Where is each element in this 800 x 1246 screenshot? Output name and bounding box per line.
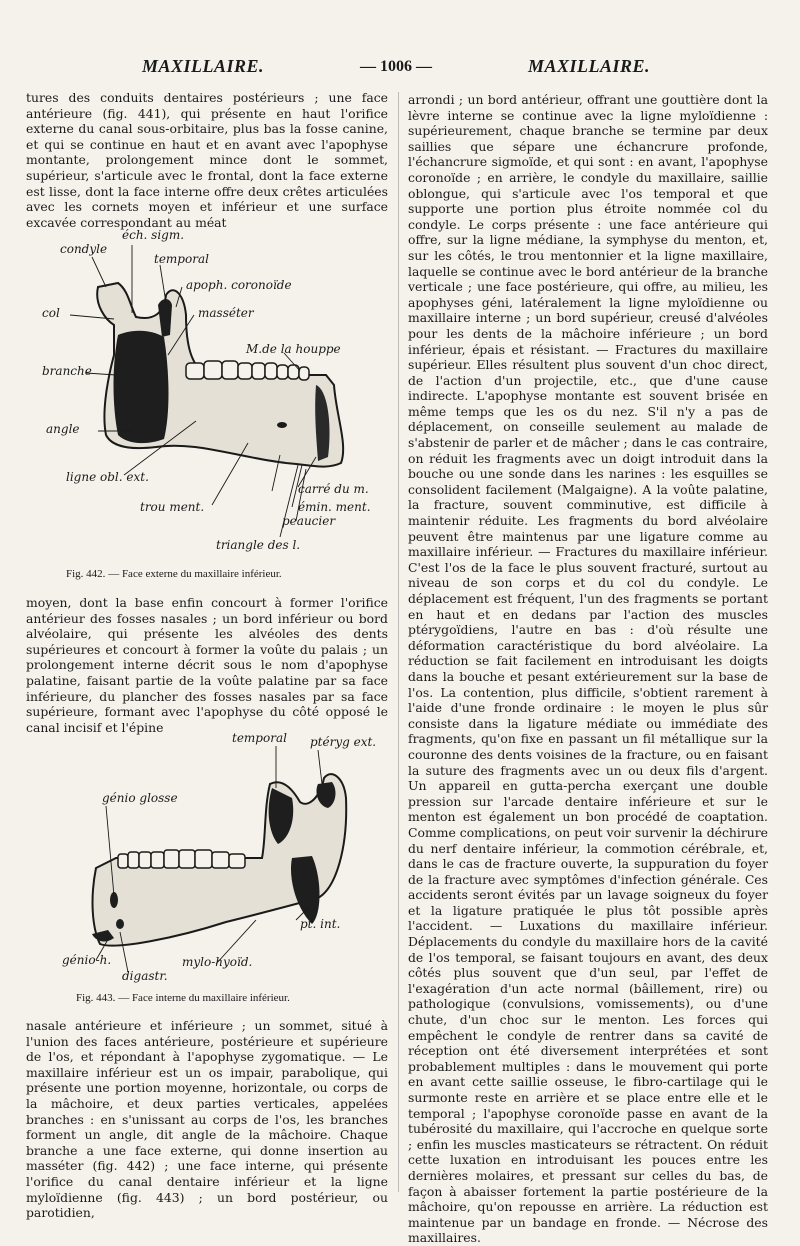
figure-442: [36, 225, 376, 565]
left-column-block-1: [26, 90, 388, 230]
label-genio-glosse: génio glosse: [102, 791, 178, 805]
figure-443-caption-number: Fig. 443.: [76, 992, 116, 1004]
figure-442-caption: [66, 568, 282, 580]
label-carre-ment: carré du m.: [298, 482, 369, 496]
paragraph: nasale antérieure et inférieure ; un sommet, situé à l'union des faces antérieure, postérieure et supérieure de l'os, et répondant à l'apophyse zygomatique. — Le maxillaire inférieur est un os impair, parabolique, qui présente une portion moyenne, horizontale, ou corps de la mâchoire, et deux parties verticales, appelées branches : en s'unissant au corps de l'os, les branches forment un angle, dit angle de la mâchoire. Chaque branche a une face externe, qui donne insertion au masséter (fig. 442) ; une face interne, qui présente l'orifice du canal dentaire inférieur et la ligne myloïdienne (fig. 443) ; un bord postérieur, ou parotidien,: [26, 1018, 388, 1221]
column-divider: [398, 92, 399, 1192]
label-trou-ment: trou ment.: [140, 500, 205, 514]
label-angle: angle: [46, 422, 80, 436]
right-column: [408, 92, 768, 1246]
label-mylo-hyoid: mylo-hyoïd.: [182, 955, 253, 969]
label-temporal: temporal: [154, 252, 209, 266]
label-digastr: digastr.: [122, 969, 168, 983]
label-col: col: [42, 306, 60, 320]
paragraph: moyen, dont la base enfin concourt à former l'orifice antérieur des fosses nasales ; un bord inférieur ou bord alvéolaire, qui présente les alvéoles des dents supérieures et concourt à former la voûte du palais ; un prolongement interne décrit sous le nom d'apophyse palatine, faisant partie de la voûte palatine par sa face inférieure, du plancher des fosses nasales par sa face supérieure, formant avec l'apophyse du côté opposé le canal incisif et l'épine: [26, 595, 388, 735]
label-genio-h: génio-h.: [62, 953, 112, 967]
figure-443: [56, 728, 376, 986]
label-ligne-obl: ligne obl. ext.: [66, 470, 149, 484]
label-m-houppe: M.de la houppe: [246, 342, 341, 356]
left-column-block-2: [26, 595, 388, 735]
mandible-external-illustration: [36, 225, 376, 565]
figure-442-caption-text: — Face externe du maxillaire inférieur.: [108, 568, 282, 580]
page-number: — 1006 —: [360, 58, 432, 75]
page-header: [0, 56, 800, 86]
label-triangle: triangle des l.: [216, 538, 301, 552]
paragraph: arrondi ; un bord antérieur, offrant une gouttière dont la lèvre interne se continue avec la ligne myloïdienne : supérieurement, chaque branche se termine par deux saillies que sépare une échancrure profonde, l'échancrure sigmoïde, et qui sont : en avant, l'apophyse coronoïde ; en arrière, le condyle du maxillaire, saillie oblongue, qui s'articule avec l'os temporal et que supporte une portion plus étroite nommée col du condyle. Le corps présente : une face antérieure qui offre, sur la ligne médiane, la symphyse du menton, et, sur les côtés, le trou mentonnier et la ligne maxillaire, laquelle se continue avec le bord antérieur de la branche verticale ; une face postérieure, qui offre, au milieu, les apophyses géni, latéralement la ligne myloïdienne ou maxillaire interne ; un bord supérieur, creusé d'alvéoles pour les dents de la mâchoire inférieure ; un bord inférieur, épais et résistant. — Fractures du maxillaire supérieur. Elles résultent plus souvent d'un choc direct, de l'action d'un projectile, etc., que d'une cause indirecte. L'apophyse montante est souvent brisée en même temps que les os du nez. S'il n'y a pas de déplacement, on conseille seulement au malade de s'abstenir de parler et de mâcher ; dans le cas contraire, on réduit les fragments avec un doigt introduit dans la bouche ou une sonde dans les narines : les esquilles se consolident facilement (Malgaigne). A la voûte palatine, la fracture, souvent comminutive, est difficile à maintenir réduite. Les fragments du bord alvéolaire peuvent être maintenus par une ligature comme au maxillaire inférieur. — Fractures du maxillaire inférieur. C'est l'os de la face le plus souvent fracturé, surtout au niveau de son corps et du col du condyle. Le déplacement est fréquent, l'un des fragments se portant en haut et en dedans par l'action des muscles ptérygoïdiens, l'autre en bas : d'où résulte une déformation caractéristique du bord alvéolaire. La réduction se fait facilement en introduisant les doigts dans la bouche et pesant extérieurement sur la base de l'os. La contention, plus difficile, s'obtient rarement à l'aide d'une fronde ordinaire : le moyen le plus sûr consiste dans la ligature médiate ou immédiate des fragments, qu'on fixe en passant un fil métallique sur la couronne des dents voisines de la fracture, ou en faisant la suture des fragments avec un ou deux fils d'argent. Un appareil en gutta-percha exerçant une double pression sur l'arcade dentaire inférieure et sur le menton est également un bon procédé de coaptation. Comme complications, on peut voir survenir la déchirure du nerf dentaire inférieur, la commotion cérébrale, et, dans le cas de fracture ouverte, la suppuration du foyer de la fracture avec symptômes d'infection générale. Ces accidents seront évités par un lavage soigneux du foyer et la ligature pratiquée le plus tôt possible après l'accident. — Luxations du maxillaire inférieur. Déplacements du condyle du maxillaire hors de la cavité de l'os temporal, se faisant toujours en avant, des deux côtés plus souvent que d'un seul, par l'effet de l'exagération d'un acte normal (bâillement, rire) ou pathologique (convulsions, vomissements), ou d'une chute, d'un choc sur le menton. Les forces qui empêchent le condyle de rentrer dans sa cavité de réception ont été diversement interprétées et sont probablement multiples : dans le mouvement qui porte en avant cette saillie osseuse, le fibro-cartilage qui le surmonte reste en arrière et se place entre elle et le temporal ; l'apophyse coronoïde passe en avant de la tubérosité du maxillaire, qui l'accroche en quelque sorte ; enfin les muscles masticateurs se rétractent. On réduit cette luxation en introduisant les pouces entre les dernières molaires, et pressant sur celles du bas, de façon à abaisser fortement la partie postérieure de la mâchoire, qu'on repousse en arrière. La réduction est maintenue par un bandage en fronde. — Nécrose des maxillaires.: [408, 92, 768, 1246]
figure-442-caption-number: Fig. 442.: [66, 568, 106, 580]
label-branche: branche: [42, 364, 92, 378]
paragraph: tures des conduits dentaires postérieurs ; une face antérieure (fig. 441), qui présente en haut l'orifice externe du canal sous-orbitaire, plus bas la fosse canine, et qui se continue en haut et en avant avec l'apophyse montante, prolongement mince dont le sommet, supérieur, s'articule avec le frontal, dont la face externe est lisse, dont la face interne offre deux crêtes articulées avec les cornets moyen et inférieur et une surface excavée correspondant au méat: [26, 90, 388, 230]
label-condyle: condyle: [60, 242, 108, 256]
label-pteryg-ext: ptéryg ext.: [310, 735, 377, 749]
left-column-block-3: [26, 1018, 388, 1221]
label-emin-ment: émin. ment.: [298, 500, 371, 514]
label-masseter: masséter: [198, 306, 254, 320]
label-pt-int: pt. int.: [300, 917, 341, 931]
mandible-internal-illustration: [56, 728, 376, 986]
label-ech-sigm: éch. sigm.: [122, 228, 185, 242]
header-right-title: MAXILLAIRE.: [528, 56, 651, 76]
figure-443-caption-text: — Face interne du maxillaire inférieur.: [118, 992, 290, 1004]
label-temporal: temporal: [232, 731, 287, 745]
label-apoph-coronoide: apoph. coronoïde: [186, 278, 292, 292]
label-peaucier: peaucier: [282, 514, 336, 528]
figure-443-caption: [76, 992, 290, 1004]
header-left-title: MAXILLAIRE.: [142, 56, 265, 76]
